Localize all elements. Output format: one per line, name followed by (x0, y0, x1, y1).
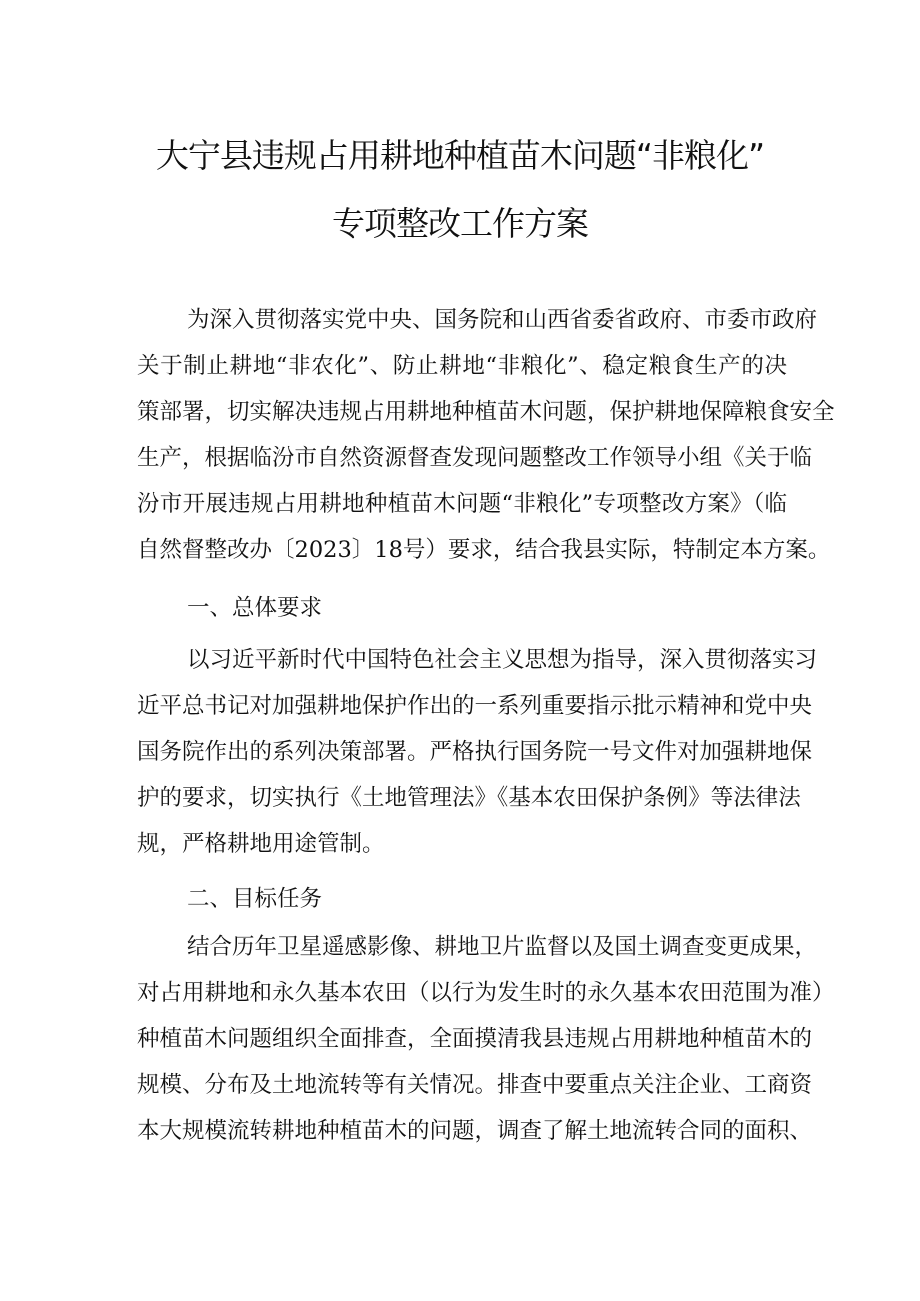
section-heading-1: 一、总体要求 (187, 595, 323, 621)
paragraph-1-line: 汾市开展违规占用耕地种植苗木问题“非粮化”专项整改方案》（临 (137, 491, 787, 517)
paragraph-1-line: 策部署，切实解决违规占用耕地种植苗木问题，保护耕地保障粮食安全 (137, 399, 835, 425)
paragraph-3-line: 结合历年卫星遥感影像、耕地卫片监督以及国土调查变更成果， (187, 934, 818, 960)
paragraph-2-line: 以习近平新时代中国特色社会主义思想为指导，深入贯彻落实习 (187, 647, 818, 673)
paragraph-2-line: 规，严格耕地用途管制。 (137, 831, 385, 857)
paragraph-1-line: 自然督整改办〔2023〕18号）要求，结合我县实际，特制定本方案。 (137, 537, 831, 563)
section-heading-2: 二、目标任务 (187, 886, 323, 912)
paragraph-2-line: 国务院作出的系列决策部署。严格执行国务院一号文件对加强耕地保 (137, 739, 813, 765)
paragraph-1-line: 为深入贯彻落实党中央、国务院和山西省委省政府、市委市政府 (187, 307, 818, 333)
paragraph-1-line: 生产，根据临汾市自然资源督查发现问题整改工作领导小组《关于临 (137, 445, 813, 471)
paragraph-3-line: 对占用耕地和永久基本农田（以行为发生时的永久基本农田范围为准） (137, 980, 835, 1006)
paragraph-3-line: 本大规模流转耕地种植苗木的问题，调查了解土地流转合同的面积、 (137, 1118, 813, 1144)
paragraph-3-line: 种植苗木问题组织全面排查，全面摸清我县违规占用耕地种植苗木的 (137, 1026, 813, 1052)
paragraph-2-line: 近平总书记对加强耕地保护作出的一系列重要指示批示精神和党中央 (137, 693, 813, 719)
document-title-line-2: 专项整改工作方案 (332, 204, 588, 243)
paragraph-3-line: 规模、分布及土地流转等有关情况。排查中要重点关注企业、工商资 (137, 1072, 813, 1098)
paragraph-1-line: 关于制止耕地“非农化”、防止耕地“非粮化”、稳定粮食生产的决 (137, 353, 787, 379)
paragraph-2-line: 护的要求，切实执行《土地管理法》《基本农田保护条例》等法律法 (137, 785, 801, 811)
document-title-line-1: 大宁县违规占用耕地种植苗木问题“非粮化” (155, 136, 765, 175)
